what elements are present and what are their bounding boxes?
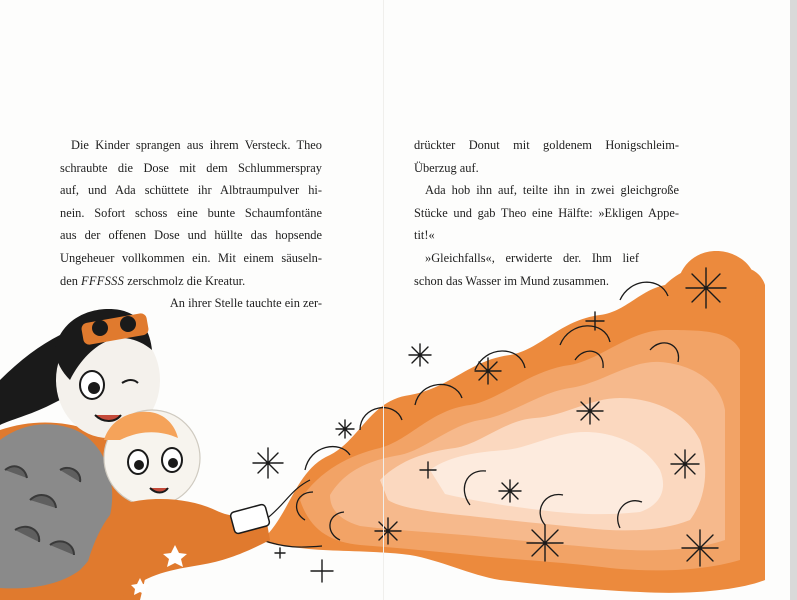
- text-line: schraubte die Dose mit dem Schlummerspray: [60, 160, 322, 175]
- text-line: »Gleichfalls«, erwiderte der. Ihm lief: [425, 250, 639, 265]
- text-line: nein. Sofort schoss eine bunte Schaumfontäne: [60, 205, 322, 220]
- left-page-text: [60, 134, 322, 315]
- text-line: auf, und Ada schüttete ihr Albtraumpulver hi-: [60, 183, 322, 198]
- text-line: Die Kinder sprangen aus ihrem Versteck. Theo: [71, 138, 322, 152]
- text-line: tit!«: [414, 228, 435, 243]
- book-spine: [383, 0, 384, 600]
- text-line: Ungeheuer vollkommen ein. Mit einem säuseln-: [60, 250, 322, 265]
- sound-effect: FFFSSS: [81, 273, 125, 288]
- text-line: aus der offenen Dose und hüllte das hopsende: [60, 228, 322, 243]
- text-line: schon das Wasser im Mund zusammen.: [414, 273, 609, 288]
- text-line: drückter Donut mit goldenem Honigschleim-: [414, 138, 679, 152]
- text-line: Ada hob ihn auf, teilte ihn in zwei gleichgroße: [425, 183, 679, 198]
- right-page-text: [414, 134, 679, 292]
- page-edge: [790, 0, 797, 600]
- children-characters: [0, 309, 270, 600]
- text-line: Überzug auf.: [414, 160, 479, 175]
- text-line: Stücke und gab Theo eine Hälfte: »Ekligen Appe-: [414, 205, 679, 220]
- foam-cloud: [262, 251, 765, 593]
- text-line: An ihrer Stelle tauchte ein zer-: [169, 296, 322, 311]
- text-line-sound: [60, 270, 322, 293]
- text-fragment: den: [60, 273, 78, 288]
- text-fragment: zerschmolz die Kreatur.: [127, 273, 246, 288]
